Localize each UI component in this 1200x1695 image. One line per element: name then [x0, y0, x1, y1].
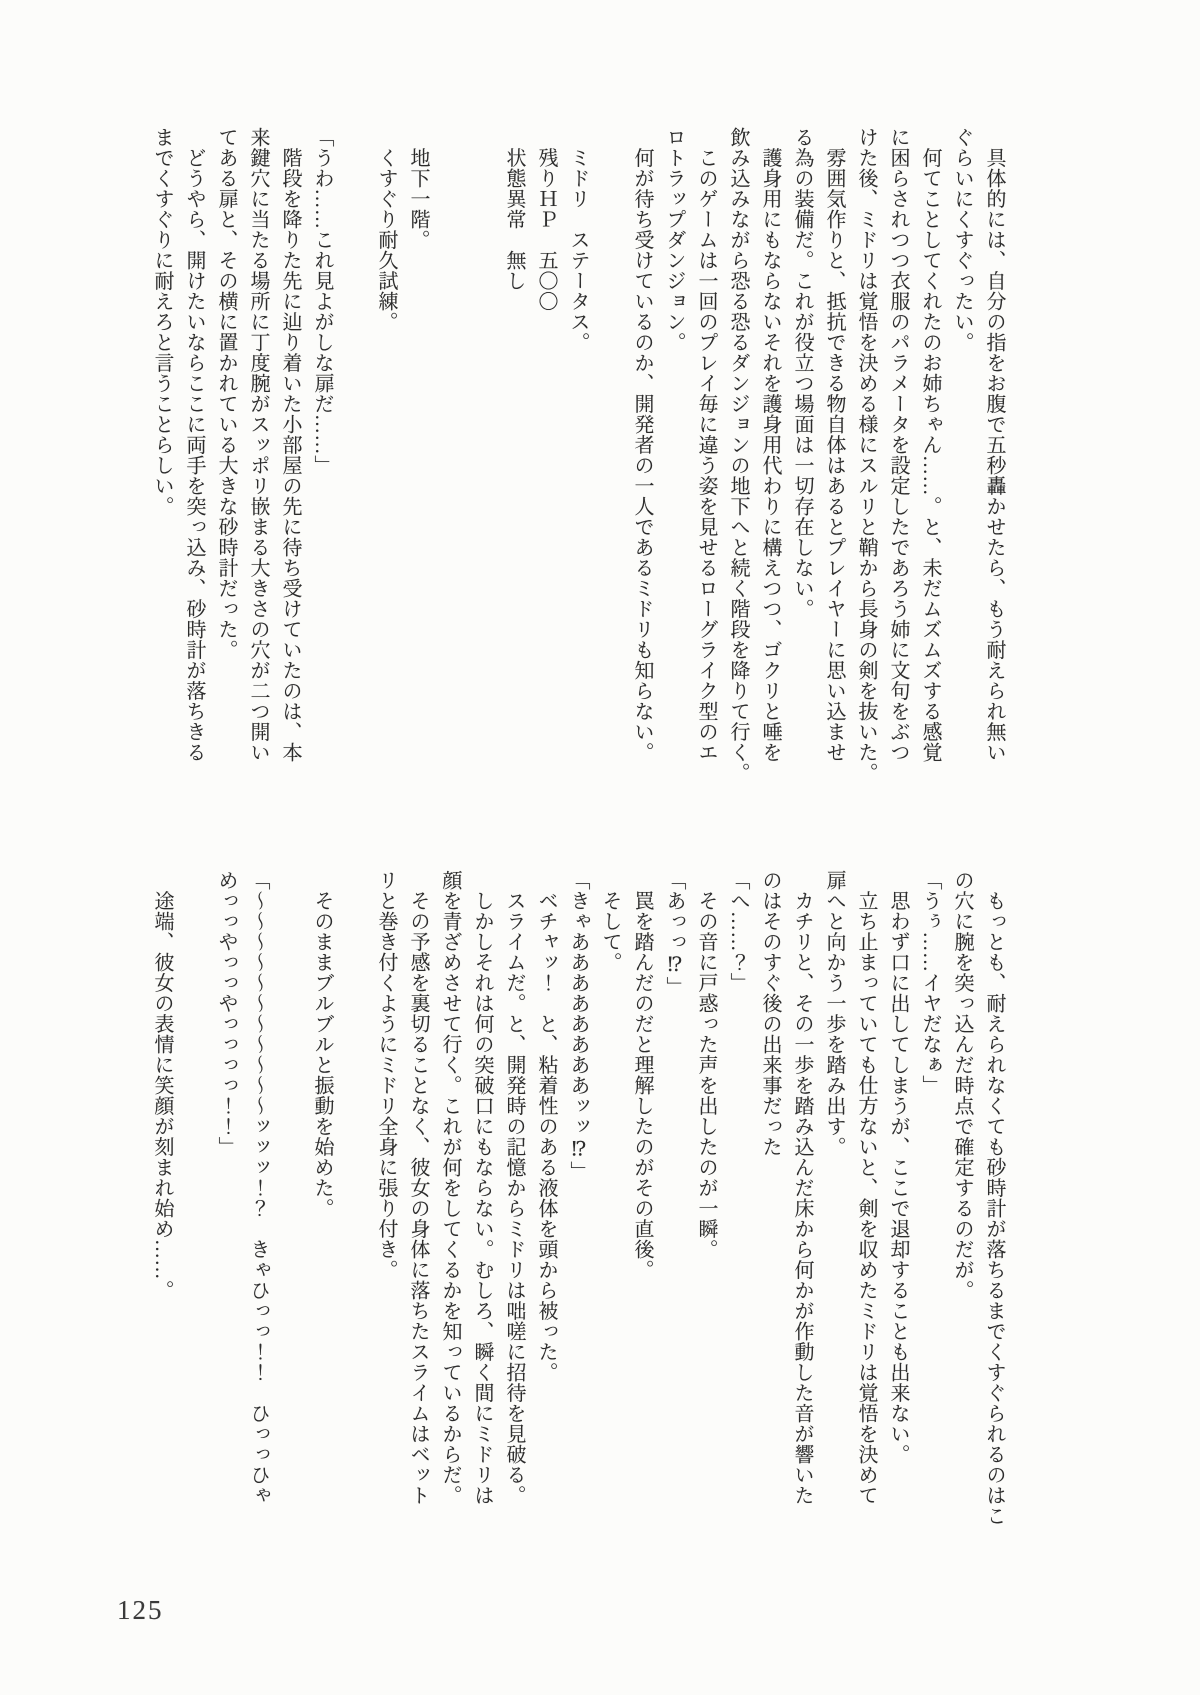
text-block-top: [146, 127, 1010, 827]
text-column: 「へ……？」: [727, 870, 749, 993]
text-column: 何が待ち受けているのか、開発者の一人であるミドリも知らない。: [631, 127, 653, 763]
text-column: 途端、彼女の表情に笑顔が刻まれ始め……。: [151, 870, 173, 1301]
text-column: ぐらいにくすぐったい。: [951, 127, 973, 353]
text-column: 雰囲気作りと、抵抗できる物自体はあるとプレイヤーに思い込ませ: [823, 127, 845, 763]
text-column: そのままブルブルと振動を始めた。: [311, 870, 333, 1219]
text-column: その予感を裏切ることなく、彼女の身体に落ちたスライムはベット: [407, 870, 429, 1506]
text-column: もっとも、耐えられなくても砂時計が落ちるまでくすぐられるのはこ: [983, 870, 1005, 1526]
text-column: スライムだ。と、開発時の記憶からミドリは咄嗟に招待を見破る。: [503, 870, 525, 1506]
text-column: カチリと、その一歩を踏み込んだ床から何かが作動した音が響いた: [791, 870, 813, 1506]
blank-column: [178, 870, 210, 1570]
text-column: 顔を青ざめさせて行く。これが何をしてくるかを知っているからだ。: [439, 870, 461, 1506]
text-column: 扉へと向かう一歩を踏み出す。: [823, 870, 845, 1157]
text-column: 来鍵穴に当たる場所に丁度腕がスッポリ嵌まる大きさの穴が二つ開い: [247, 127, 269, 763]
text-column: ロトラップダンジョン。: [663, 127, 685, 353]
text-column: 「うわ……これ見よがしな扉だ……」: [311, 127, 333, 476]
text-column: のはそのすぐ後の出来事だった: [759, 870, 781, 1157]
text-column: 状態異常 無し: [503, 127, 525, 291]
text-column: に困らされつつ衣服のパラメータを設定したであろう姉に文句をぶつ: [887, 127, 909, 763]
text-column: 「うぅ……イヤだなぁ」: [919, 870, 941, 1096]
text-column: 地下一階。: [407, 127, 429, 250]
text-column: 罠を踏んだのだと理解したのがその直後。: [631, 870, 653, 1280]
text-column: リと巻き付くようにミドリ全身に張り付き。: [375, 870, 397, 1280]
text-column: めっっやっっやっっっっ！！」: [215, 870, 237, 1157]
blank-column: [594, 127, 626, 827]
text-column: ベチャッ！ と、粘着性のある液体を頭から被った。: [535, 870, 557, 1383]
text-column: 何てことしてくれたのお姉ちゃん……。と、未だムズムズする感覚: [919, 127, 941, 763]
text-column: 階段を降りた先に辿り着いた小部屋の先に待ち受けていたのは、本: [279, 127, 301, 763]
text-column: 飲み込みながら恐る恐るダンジョンの地下へと続く階段を降りて行く。: [727, 127, 749, 783]
text-column: ミドリ ステータス。: [567, 127, 589, 353]
text-column: 残りＨＰ 五〇〇: [535, 127, 557, 312]
blank-column: [466, 127, 498, 827]
blank-column: [338, 127, 370, 827]
text-column: このゲームは一回のプレイ毎に違う姿を見せるローグライク型のエ: [695, 127, 717, 763]
text-column: 「きゃああああああああッッ⁉」: [567, 870, 589, 1182]
page-number: 125: [117, 1595, 164, 1625]
blank-column: [434, 127, 466, 827]
text-column: どうやら、開けたいならここに両手を突っ込み、砂時計が落ちきる: [183, 127, 205, 763]
text-column: くすぐり耐久試練。: [375, 127, 397, 332]
blank-column: [274, 870, 306, 1570]
text-column: 立ち止まっていても仕方ないと、剣を収めたミドリは覚悟を決めて: [855, 870, 877, 1506]
text-column: 護身用にもならないそれを護身用代わりに構えつつ、ゴクリと唾を: [759, 127, 781, 763]
text-column: の穴に腕を突っ込んだ時点で確定するのだが。: [951, 870, 973, 1301]
text-column: までくすぐりに耐えろと言うことらしい。: [151, 127, 173, 517]
text-column: 思わず口に出してしまうが、ここで退却することも出来ない。: [887, 870, 909, 1465]
blank-column: [338, 870, 370, 1570]
text-column: その音に戸惑った声を出したのが一瞬。: [695, 870, 717, 1260]
text-column: 「～～～～～～～～～～～ッッッ！？ きゃひっっ！！ ひっっひゃ: [247, 870, 269, 1506]
text-block-bottom: [146, 870, 1010, 1570]
text-column: けた後、ミドリは覚悟を決める様にスルリと鞘から長身の剣を抜いた。: [855, 127, 877, 783]
text-column: る為の装備だ。これが役立つ場面は一切存在しない。: [791, 127, 813, 619]
text-column: そして。: [599, 870, 621, 973]
text-column: 具体的には、自分の指をお腹で五秒轟かせたら、もう耐えられ無い: [983, 127, 1005, 763]
text-column: 「あっっ⁉」: [663, 870, 685, 997]
text-column: てある扉と、その横に置かれている大きな砂時計だった。: [215, 127, 237, 660]
text-column: しかしそれは何の突破口にもならない。むしろ、瞬く間にミドリは: [471, 870, 493, 1506]
